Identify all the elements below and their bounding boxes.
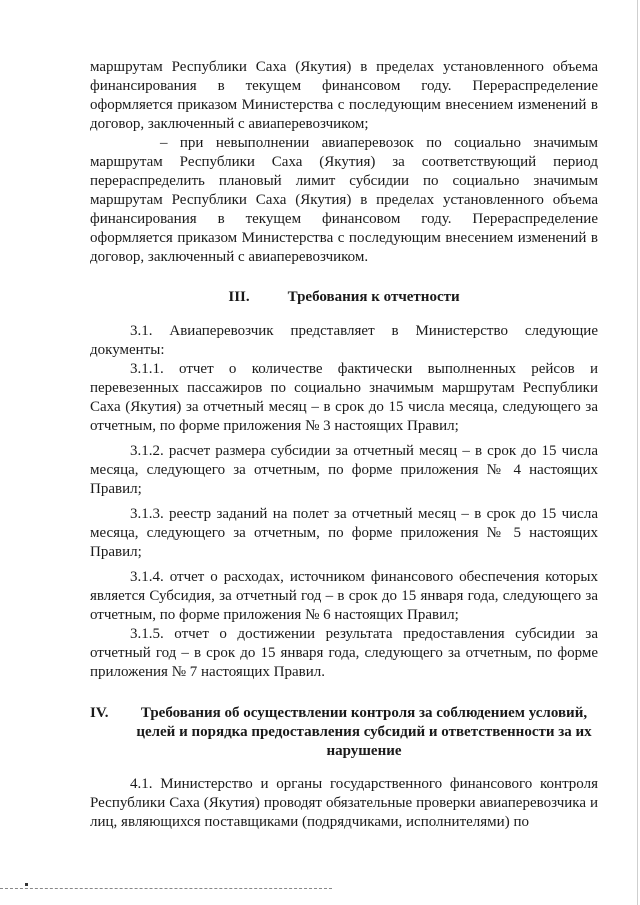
document-page <box>90 58 598 832</box>
section-number: III. <box>228 289 250 305</box>
section-title: Требования к отчетности <box>287 289 460 305</box>
section-number: IV. <box>90 705 109 721</box>
paragraph: – при невыполнении авиаперевозок по социально значимым маршрутам Республики Саха (Якутия) за соответствующий период перераспределить плановый лимит субсидии по социально значимым маршрутам Республики Саха (Якутия) в пределах установленного объема финансирования в текущем финансовом году. Перераспределение оформляется приказом Министерства с последующим внесением изменений в договор, заключенный с авиаперевозчиком. <box>90 135 598 265</box>
scan-mark <box>25 883 28 886</box>
page-edge <box>637 0 638 905</box>
paragraph: 3.1.3. реестр заданий на полет за отчетный месяц – в срок до 15 числа месяца, следующего за отчетным, по форме приложения № 5 настоящих Правил; <box>90 506 598 560</box>
paragraph: 3.1.1. отчет о количестве фактически выполненных рейсов и перевезенных пассажиров по социально значимым маршрутам Республики Саха (Якутия) за отчетный месяц – в срок до 15 числа месяца, следующего за отчетным, по форме приложения № 3 настоящих Правил; <box>90 361 598 434</box>
paragraph: 3.1.5. отчет о достижении результата предоставления субсидии за отчетный год – в срок до 15 января года, следующего за отчетным, по форме приложения № 7 настоящих Правил. <box>90 626 598 680</box>
section-title: Требования об осуществлении контроля за соблюдением условий, целей и порядка предоставления субсидий и ответственности за их нарушение <box>136 705 592 759</box>
section-4-heading <box>90 704 598 761</box>
paragraph: маршрутам Республики Саха (Якутия) в пределах установленного объема финансирования в текущем финансовом году. Перераспределение оформляется приказом Министерства с последующим внесением изменений в договор, заключенный с авиаперевозчиком; <box>90 59 598 132</box>
paragraph: 3.1. Авиаперевозчик представляет в Министерство следующие документы: <box>90 323 598 358</box>
section-3-heading <box>90 289 598 306</box>
footer-rule <box>0 888 332 889</box>
paragraph: 3.1.4. отчет о расходах, источником финансового обеспечения которых является Субсидия, за отчетный год – в срок до 15 января года, следующего за отчетным, по форме приложения № 6 настоящих Правил; <box>90 569 598 623</box>
paragraph: 3.1.2. расчет размера субсидии за отчетный месяц – в срок до 15 числа месяца, следующего за отчетным, по форме приложения № 4 настоящих Правил; <box>90 443 598 497</box>
paragraph: 4.1. Министерство и органы государственного финансового контроля Республики Саха (Якутия) проводят обязательные проверки авиаперевозчика и лиц, являющихся поставщиками (подрядчиками, исполнителями) по <box>90 776 598 830</box>
